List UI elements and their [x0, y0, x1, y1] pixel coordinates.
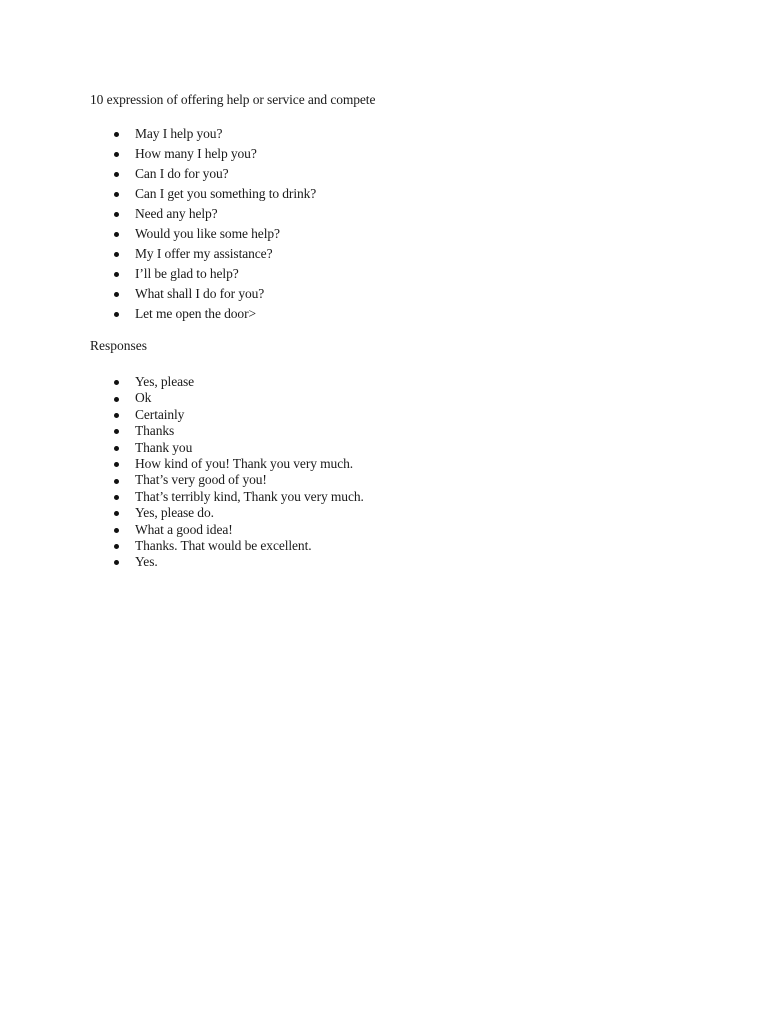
bullet-icon: [114, 397, 119, 402]
bullet-icon: [114, 429, 119, 434]
bullet-icon: [114, 132, 119, 137]
bullet-icon: [114, 446, 119, 451]
bullet-icon: [114, 292, 119, 297]
bullet-icon: [114, 462, 119, 467]
bullet-icon: [114, 272, 119, 277]
document-page: 10 expression of offering help or service and compete May I help you? How many I help you? Can I do for you? Can I get you something to drink? Need any help? Would you like some help? My I offer my assistance? I’ll be glad to help? What shall I do for you? Let me open the door> Responses Yes, please Ok Certainly Thanks Thank you How kind of you! Thank you very much. That’s very good of you! That’s terribly kind, Thank you very much. Yes, please do. What a good idea! Thanks. That would be excellent. Yes.: [0, 0, 768, 1024]
bullet-icon: [114, 172, 119, 177]
bullet-icon: [114, 312, 119, 317]
bullet-icon: [114, 252, 119, 257]
bullet-icon: [114, 544, 119, 549]
bullet-icon: [114, 413, 119, 418]
bullet-icon: [114, 232, 119, 237]
bullet-icon: [114, 212, 119, 217]
bullet-icon: [114, 560, 119, 565]
document-heading: 10 expression of offering help or service and compete: [90, 92, 376, 107]
responses-heading: Responses: [90, 338, 147, 353]
bullet-icon: [114, 495, 119, 500]
bullet-icon: [114, 152, 119, 157]
bullet-icon: [114, 479, 119, 484]
bullet-icon: [114, 192, 119, 197]
bullet-icon: [114, 380, 119, 385]
bullet-icon: [114, 528, 119, 533]
bullet-icon: [114, 511, 119, 516]
